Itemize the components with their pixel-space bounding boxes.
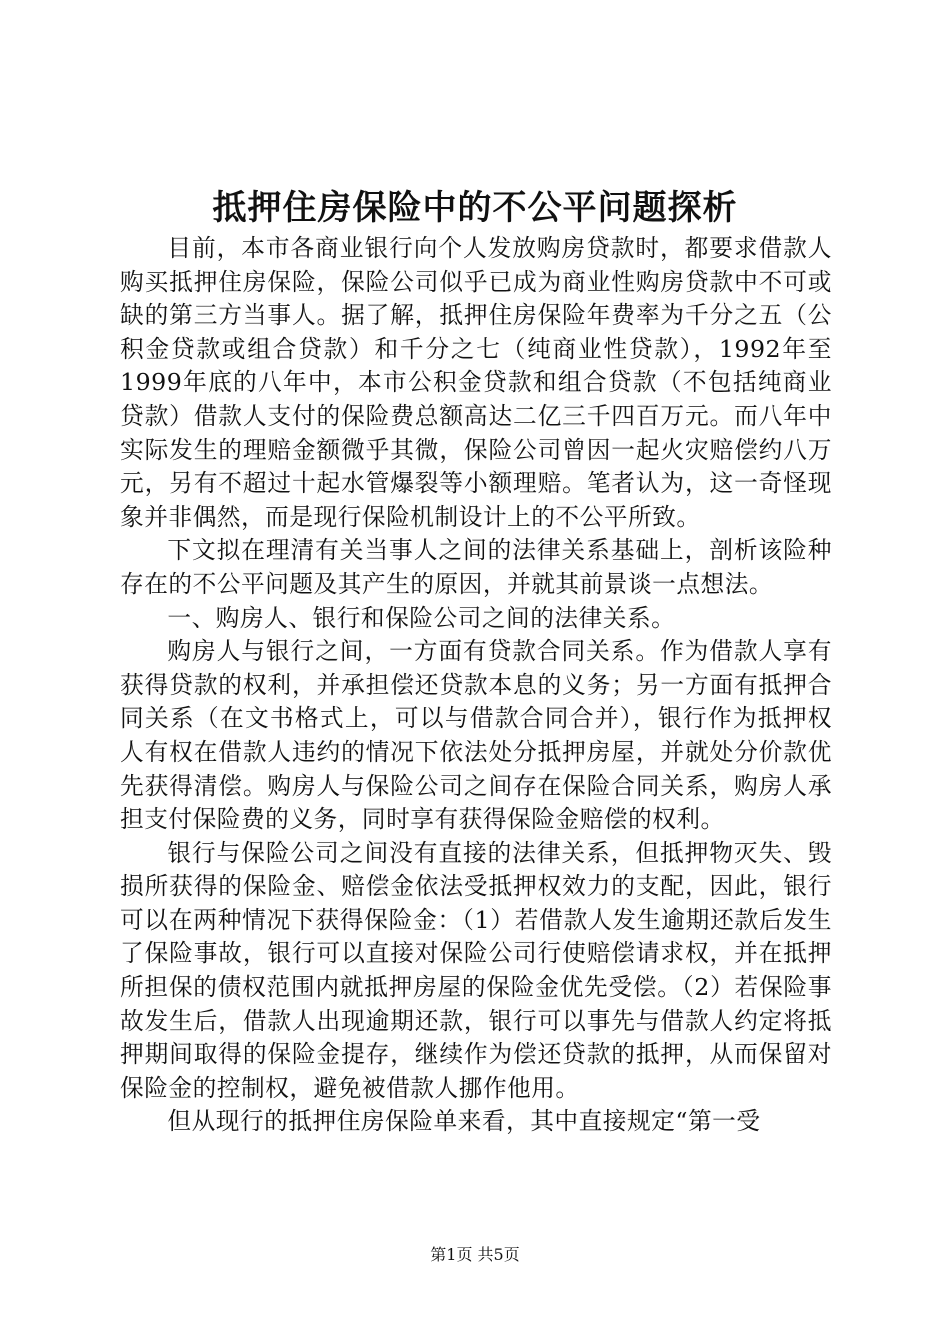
- page-footer: 第1页 共5页: [430, 1245, 520, 1264]
- paragraph: 银行与保险公司之间没有直接的法律关系，但抵押物灭失、毁损所获得的保险金、赔偿金依法受抵押权效力的支配，因此，银行可以在两种情况下获得保险金：（1）若借款人发生逾期还款后发生了保险事故，银行可以直接对保险公司行使赔偿请求权，并在抵押所担保的债权范围内就抵押房屋的保险金优先受偿。（2）若保险事故发生后，借款人出现逾期还款，银行可以事先与借款人约定将抵押期间取得的保险金提存，继续作为偿还贷款的抵押，从而保留对保险金的控制权，避免被借款人挪作他用。: [120, 838, 832, 1102]
- paragraph: 下文拟在理清有关当事人之间的法律关系基础上，剖析该险种存在的不公平问题及其产生的原因，并就其前景谈一点想法。: [120, 536, 832, 598]
- section-heading: 一、购房人、银行和保险公司之间的法律关系。: [167, 603, 676, 632]
- document-title: 抵押住房保险中的不公平问题探析: [212, 188, 738, 228]
- paragraph: 目前，本市各商业银行向个人发放购房贷款时，都要求借款人购买抵押住房保险，保险公司似乎已成为商业性购房贷款中不可或缺的第三方当事人。据了解，抵押住房保险年费率为千分之五（公积金贷款或组合贷款）和千分之七（纯商业性贷款），1992年至1999年底的八年中，本市公积金贷款和组合贷款（不包括纯商业贷款）借款人支付的保险费总额高达二亿三千四百万元。而八年中实际发生的理赔金额微乎其微，保险公司曾因一起火灾赔偿约八万元，另有不超过十起水管爆裂等小额理赔。笔者认为，这一奇怪现象并非偶然，而是现行保险机制设计上的不公平所致。: [120, 234, 832, 531]
- paragraph: 购房人与银行之间，一方面有贷款合同关系。作为借款人享有获得贷款的权利，并承担偿还贷款本息的义务；另一方面有抵押合同关系（在文书格式上，可以与借款合同合并），银行作为抵押权人有权在借款人违约的情况下依法处分抵押房屋，并就处分价款优先获得清偿。购房人与保险公司之间存在保险合同关系，购房人承担支付保险费的义务，同时享有获得保险金赔偿的权利。: [120, 637, 832, 834]
- paragraph: 但从现行的抵押住房保险单来看，其中直接规定“第一受: [167, 1107, 761, 1136]
- document-body: [120, 232, 832, 1139]
